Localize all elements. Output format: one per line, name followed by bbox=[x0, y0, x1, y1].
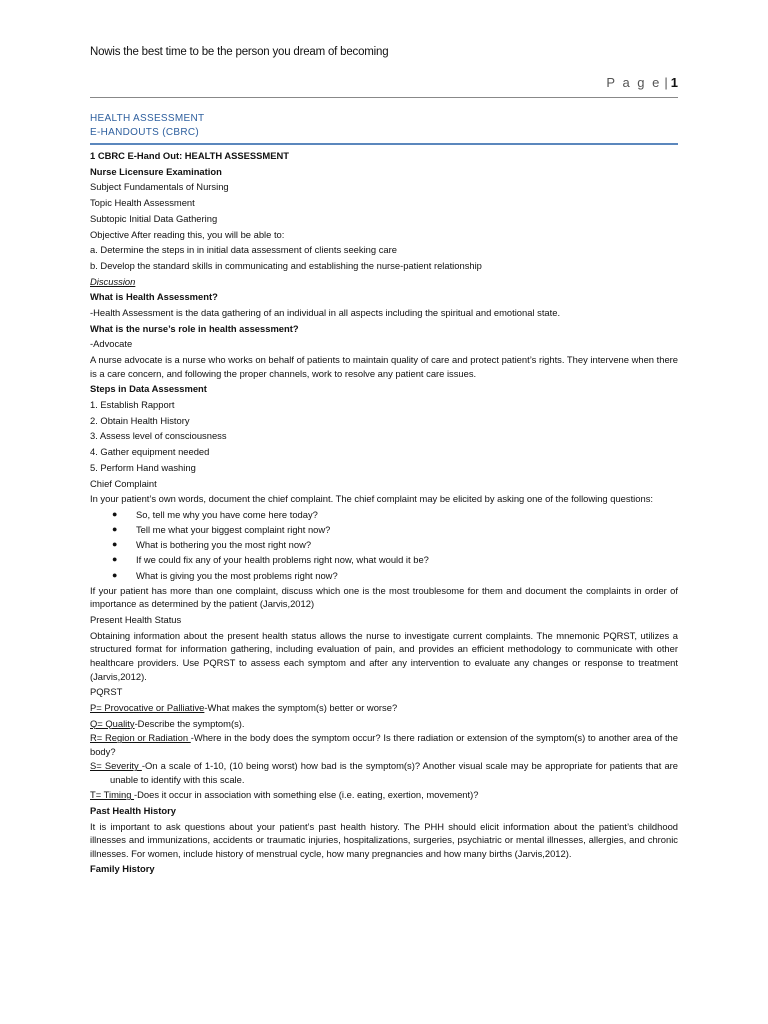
bullet-icon: ● bbox=[112, 569, 118, 580]
chief-complaint-more: If your patient has more than one complaint, discuss which one is the most troublesome for them and document the complaints in order of importance as determined by the patient (Jarvis,2012) bbox=[90, 584, 678, 610]
page-number-label bbox=[606, 75, 678, 90]
title-line-2: E-HANDOUTS (CBRC) bbox=[90, 127, 199, 138]
bullet-icon: ● bbox=[112, 524, 118, 535]
present-health-heading: Present Health Status bbox=[90, 614, 182, 626]
subject-line: Subject Fundamentals of Nursing bbox=[90, 181, 229, 193]
bullet-item bbox=[90, 522, 678, 537]
past-history-paragraph: It is important to ask questions about your patient’s past health history. The PHH should elicit information about the patient’s childhood illnesses and immunizations, accidents or traumatic injuries, hospitalizations, surgeries, psychiatric or mental illnesses, allergies, and chronic illnesses. For women, include history of menstrual cycle, how many pregnancies and how many births (Jarvis,2012). bbox=[90, 820, 678, 859]
pqrst-r-text: -Where in the body does the symptom occur? Is there radiation or extension of the symptom(s) to another area of the body? bbox=[90, 732, 678, 758]
bullet-item bbox=[90, 537, 678, 552]
pqrst-r-label: R= Region or Radiation bbox=[90, 732, 191, 744]
pqrst-s bbox=[90, 759, 678, 787]
pqrst-p-text: -What makes the symptom(s) better or worse? bbox=[204, 701, 398, 713]
past-history-heading: Past Health History bbox=[90, 804, 176, 816]
document-body bbox=[90, 148, 678, 877]
pqrst-p-label: P= Provocative or Palliative bbox=[90, 701, 205, 713]
pqrst-t bbox=[90, 787, 678, 803]
bullet-text: If we could fix any of your health problems right now, what would it be? bbox=[136, 554, 429, 566]
pqrst-r bbox=[90, 731, 678, 759]
topic-line: Topic Health Assessment bbox=[90, 197, 195, 209]
exam-name: Nurse Licensure Examination bbox=[90, 165, 222, 177]
document-title bbox=[90, 112, 204, 140]
advocate-paragraph: A nurse advocate is a nurse who works on behalf of patients to maintain quality of care and protect patient’s rights. They intervene when there is a care concern, and following the proper channels, work to resolve any patient care issues. bbox=[90, 354, 678, 379]
bullet-icon: ● bbox=[112, 508, 118, 519]
pqrst-t-label: T= Timing bbox=[90, 789, 135, 801]
bullet-text: So, tell me why you have come here today? bbox=[136, 508, 318, 520]
objective-a: a. Determine the steps in in initial data assessment of clients seeking care bbox=[90, 244, 397, 256]
discussion-heading: Discussion bbox=[90, 275, 136, 287]
family-history-heading: Family History bbox=[90, 863, 155, 875]
pqrst-q bbox=[90, 716, 678, 732]
bullet-item bbox=[90, 568, 678, 583]
objective-b: b. Develop the standard skills in communicating and establishing the nurse-patient relationship bbox=[90, 259, 482, 271]
title-rule bbox=[90, 143, 678, 145]
handout-heading: 1 CBRC E-Hand Out: HEALTH ASSESSMENT bbox=[90, 150, 289, 161]
steps-heading: Steps in Data Assessment bbox=[90, 383, 207, 395]
bullet-text: What is bothering you the most right now? bbox=[136, 539, 312, 551]
step-item: 2. Obtain Health History bbox=[90, 414, 190, 426]
page-number: 1 bbox=[670, 75, 678, 90]
advocate-label: -Advocate bbox=[90, 338, 133, 350]
answer-health-assessment: -Health Assessment is the data gathering of an individual in all aspects including the spiritual and emotional state. bbox=[90, 307, 561, 319]
subtopic-line: Subtopic Initial Data Gathering bbox=[90, 212, 218, 224]
title-line-1: HEALTH ASSESSMENT bbox=[90, 113, 205, 124]
chief-complaint-heading: Chief Complaint bbox=[90, 477, 157, 489]
pqrst-heading: PQRST bbox=[90, 686, 123, 698]
pqrst-p bbox=[90, 700, 678, 716]
step-item: 5. Perform Hand washing bbox=[90, 461, 196, 473]
bullet-icon: ● bbox=[112, 554, 118, 565]
page-separator: | bbox=[664, 75, 668, 90]
bullet-item bbox=[90, 507, 678, 522]
step-item: 4. Gather equipment needed bbox=[90, 446, 210, 458]
pqrst-q-label: Q= Quality bbox=[90, 717, 135, 729]
step-item: 1. Establish Rapport bbox=[90, 399, 175, 411]
pqrst-s-label: S= Severity bbox=[90, 760, 142, 772]
page-word: P a g e bbox=[606, 75, 662, 90]
question-nurse-role: What is the nurse’s role in health assessment? bbox=[90, 322, 299, 334]
bullet-icon: ● bbox=[112, 539, 118, 550]
pqrst-s-text: -On a scale of 1-10, (10 being worst) how bad is the symptom(s)? Another visual scale may be appropriate for patients that are unable to identify with this scale. bbox=[110, 760, 678, 786]
objective-line: Objective After reading this, you will be able to: bbox=[90, 228, 285, 240]
header-rule bbox=[90, 97, 678, 98]
present-health-paragraph: Obtaining information about the present health status allows the nurse to investigate current complaints. The mnemonic PQRST, utilizes a structured format for information gathering, including evaluation of pain, and provides an efficient methodology to communicate with other healthcare providers. Use PQRST to assess each symptom and after any intervention to evaluate any changes or response to treatment (Jarvis,2012). bbox=[90, 629, 678, 682]
question-health-assessment: What is Health Assessment? bbox=[90, 291, 218, 303]
step-item: 3. Assess level of consciousness bbox=[90, 430, 227, 442]
chief-complaint-paragraph: In your patient’s own words, document the chief complaint. The chief complaint may be elicited by asking one of the following questions: bbox=[90, 493, 653, 505]
header-motto: Nowis the best time to be the person you dream of becoming bbox=[90, 46, 389, 58]
pqrst-t-text: -Does it occur in association with something else (i.e. eating, exertion, movement)? bbox=[134, 789, 479, 801]
pqrst-q-text: -Describe the symptom(s). bbox=[134, 717, 245, 729]
bullet-text: What is giving you the most problems right now? bbox=[136, 569, 338, 581]
bullet-text: Tell me what your biggest complaint right now? bbox=[136, 524, 331, 536]
bullet-item bbox=[90, 552, 678, 567]
